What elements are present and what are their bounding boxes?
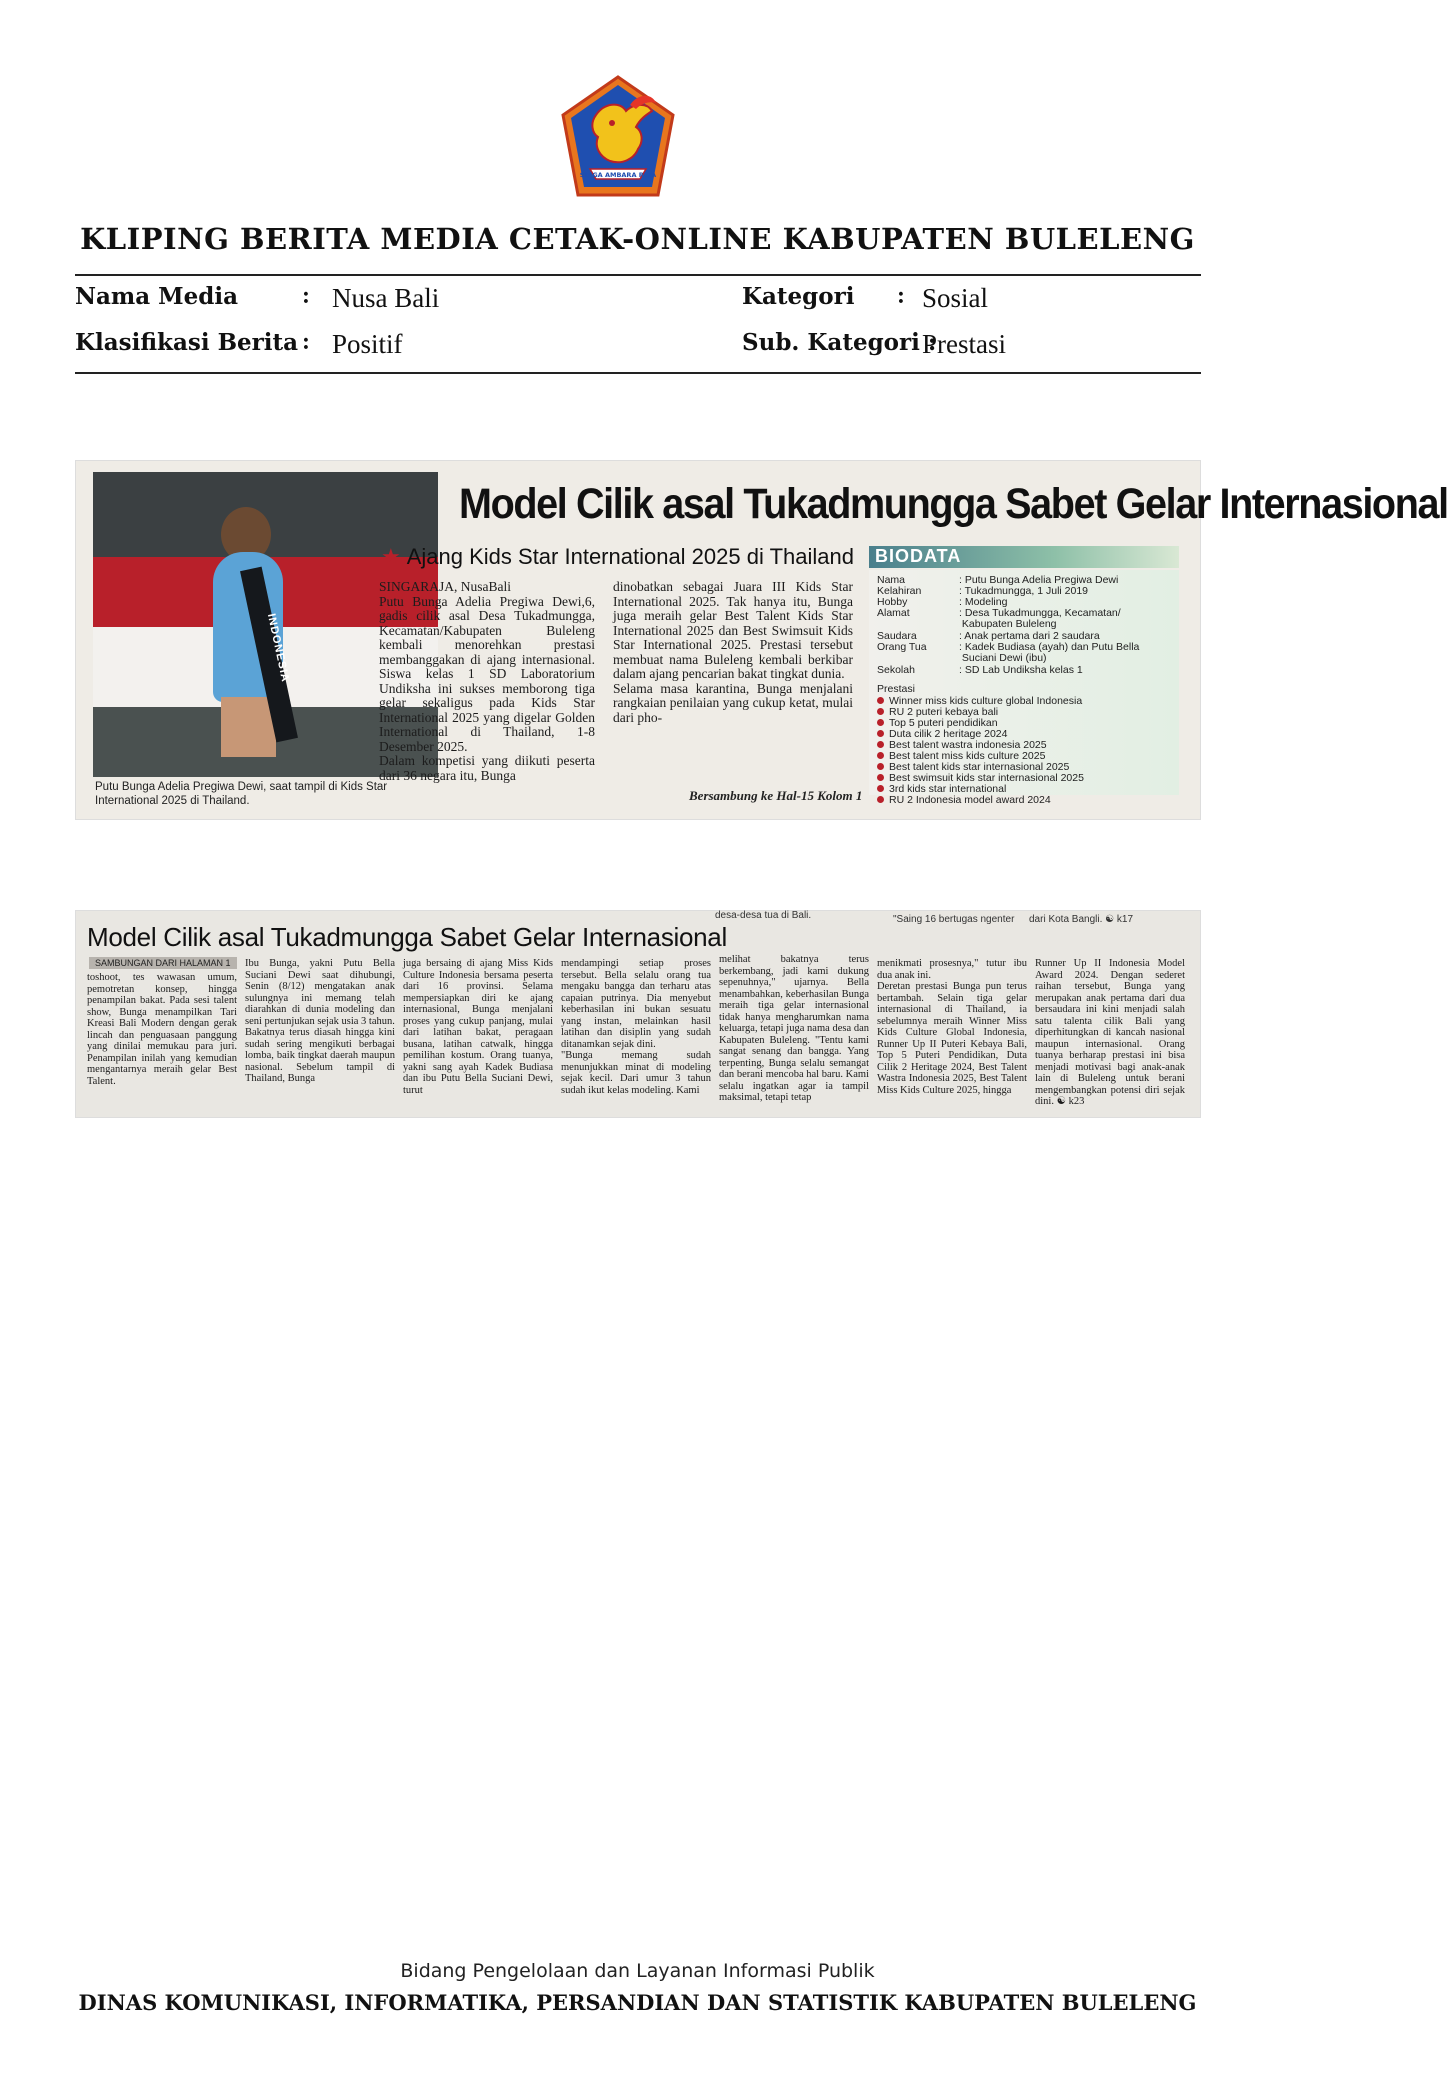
klasifikasi-value: Positif [332, 329, 403, 359]
nama-media-label: Nama Media [75, 283, 238, 310]
biodata-row: Suciani Dewi (ibu) [959, 652, 1047, 664]
star-icon: ★ [381, 544, 401, 569]
biodata-row: Kabupaten Buleleng [959, 618, 1057, 630]
singa-ambara-raja-logo [560, 75, 676, 199]
colon: : [302, 283, 310, 309]
bullet-icon [877, 796, 884, 803]
colon: : [897, 283, 905, 309]
headline: Model Cilik asal Tukadmungga Sabet Gelar Internasional [459, 480, 1448, 528]
svg-text:SINGA AMBARA RAJA: SINGA AMBARA RAJA [579, 171, 657, 179]
biodata-row: Sekolah : SD Lab Undiksha kelas 1 [877, 664, 1083, 676]
bullet-icon [877, 774, 884, 781]
prestasi-item: Duta cilik 2 heritage 2024 [877, 728, 1008, 740]
footer-line-2: DINAS KOMUNIKASI, INFORMATIKA, PERSANDIAN DAN STATISTIK KABUPATEN BULELENG [78, 1990, 1197, 2015]
bullet-icon [877, 763, 884, 770]
prestasi-item: Best talent miss kids culture 2025 [877, 750, 1045, 762]
bullet-icon [877, 719, 884, 726]
continued-note: Bersambung ke Hal-15 Kolom 1 [689, 788, 863, 803]
continuation-column-5: melihat bakatnya terus berkembang, jadi kami dukung sepenuhnya," ujarnya. Bella menambahkan, keberhasilan Bunga meraih tiga gelar internasional tidak hanya mengharumkan nama keluarga, tetapi juga nama desa dan Kabupaten Buleleng. "Tentu kami sangat senang dan bangga. Yang terpenting, Bunga selalu semangat dan berani mencoba hal baru. Kami selalu ingatkan agar ia tampil maksimal, tetapi tetap [719, 954, 869, 1103]
subheadline [381, 544, 854, 570]
sub-kategori-label: Sub. Kategori : [742, 329, 937, 356]
biodata-title: BIODATA [875, 546, 962, 566]
biodata-row: Alamat : Desa Tukadmungga, Kecamatan/ [877, 607, 1121, 619]
prestasi-item: Best talent kids star internasional 2025 [877, 761, 1069, 773]
bullet-icon [877, 741, 884, 748]
news-clipping-front-page [75, 460, 1448, 820]
biodata-row: Nama : Putu Bunga Adelia Pregiwa Dewi [877, 574, 1119, 586]
prestasi-item: Top 5 puteri pendidikan [877, 717, 998, 729]
news-clipping-continuation [75, 910, 1201, 1118]
footer-line-1: Bidang Pengelolaan dan Layanan Informasi Publik [400, 1960, 875, 1982]
prestasi-item: RU 2 Indonesia model award 2024 [877, 794, 1051, 806]
biodata-row: Kelahiran : Tukadmungga, 1 Juli 2019 [877, 585, 1089, 597]
prestasi-item: Winner miss kids culture global Indonesia [877, 695, 1082, 707]
meta-divider [75, 372, 1201, 374]
kategori-value: Sosial [922, 283, 989, 313]
biodata-box [869, 570, 1179, 806]
subheadline-text: Ajang Kids Star International 2025 di Thailand [406, 544, 854, 569]
nama-media-value: Nusa Bali [332, 283, 440, 313]
top-note: "Saing 16 bertugas ngenter [893, 914, 1015, 925]
continuation-column-3: juga bersaing di ajang Miss Kids Culture Indonesia bersama peserta dari 16 provinsi. Selama mempersiapkan diri ke ajang internasional, Bunga menjalani proses yang cukup panjang, mulai dari latihan bakat, peragaan busana, latihan catwalk, hingga pemilihan kostum. Orang tuanya, yakni sang ayah Kadek Budiasa dan ibu Putu Bella Suciani Dewi, turut [403, 958, 553, 1096]
continuation-column-6: menikmati prosesnya," tutur ibu dua anak ini. Deretan prestasi Bunga pun terus bertambah. Selain tiga gelar internasional di Thailand, ia sebelumnya meraih Winner Miss Kids Culture Global Indonesia, Runner Up II Puteri Kebaya Bali, Top 5 Puteri Pendidikan, Duta Cilik 2 Heritage 2024, Best Talent Wastra Indonesia 2025, Best Talent Miss Kids Culture 2025, hingga [877, 958, 1027, 1096]
biodata-row: Saudara : Anak pertama dari 2 saudara [877, 630, 1100, 642]
prestasi-item: Best talent wastra indonesia 2025 [877, 739, 1047, 751]
klasifikasi-label: Klasifikasi Berita [75, 329, 299, 356]
article-column-1: SINGARAJA, NusaBali Putu Bunga Adelia Pregiwa Dewi,6, gadis cilik asal Desa Tukadmungga, Kecamatan/Kabupaten Buleleng kembali menorehkan prestasi membanggakan di ajang internasional. Siswa kelas 1 SD Laboratorium Undiksha ini sukses memborong tiga gelar sekaligus pada Kids Star International 2025 yang digelar Golden International di Thailand, 1-8 Desember 2025. Dalam kompetisi yang diikuti peserta dari 36 negara itu, Bunga [379, 579, 595, 783]
prestasi-item: Best swimsuit kids star internasional 2025 [877, 772, 1084, 784]
bullet-icon [877, 708, 884, 715]
biodata-row: Orang Tua : Kadek Budiasa (ayah) dan Putu Bella [877, 641, 1140, 653]
continuation-tag: SAMBUNGAN DARI HALAMAN 1 [89, 957, 237, 969]
top-note: desa-desa tua di Bali. [715, 910, 812, 921]
top-note: dari Kota Bangli. ☯ k17 [1029, 914, 1134, 925]
bullet-icon [877, 752, 884, 759]
biodata-header [869, 546, 1179, 568]
prestasi-item: RU 2 puteri kebaya bali [877, 706, 998, 718]
continuation-column-2: Ibu Bunga, yakni Putu Bella Suciani Dewi saat dihubungi, Senin (8/12) mengatakan anak sulungnya ini memang telah diarahkan di dunia modeling dan seni pertunjukan sejak usia 3 tahun. Bakatnya terus diasah hingga kini sudah sering mengikuti berbagai lomba, baik tingkat daerah maupun nasional. Sebelum tampil di Thailand, Bunga [245, 958, 395, 1084]
bullet-icon [877, 785, 884, 792]
bullet-icon [877, 730, 884, 737]
document-title: KLIPING BERITA MEDIA CETAK-ONLINE KABUPATEN BULELENG [80, 222, 1195, 256]
prestasi-item: 3rd kids star international [877, 783, 1006, 795]
continuation-column-4: mendampingi setiap proses tersebut. Bella selalu orang tua mengaku bangga dan terharu atas capaian putrinya. Dia menyebut keberhasilan ini bukan sesuatu yang instan, melainkan hasil latihan dan disiplin yang sudah ditanamkan sejak dini. "Bunga memang sudah menunjukkan minat di modeling sejak kecil. Dari umur 3 tahun sudah ikut kelas modeling. Kami [561, 958, 711, 1096]
sub-kategori-value: Prestasi [922, 329, 1006, 359]
article-column-2: dinobatkan sebagai Juara III Kids Star International 2025. Tak hanya itu, Bunga juga meraih gelar Best Talent Kids Star International 2025 dan Best Swimsuit Kids Star International 2025. Prestasi tersebut membuat nama Buleleng kembali berkibar dalam ajang pencarian bakat tingkat dunia. Selama masa karantina, Bunga menjalani rangkaian penilaian yang cukup ketat, mulai dari pho- [613, 579, 853, 725]
colon: : [302, 329, 310, 355]
prestasi-label: Prestasi [877, 683, 915, 695]
biodata-row: Hobby : Modeling [877, 596, 1008, 608]
sash-text: INDONESIA [264, 612, 292, 684]
kategori-label: Kategori [742, 283, 855, 310]
continuation-headline: Model Cilik asal Tukadmungga Sabet Gelar Internasional [87, 922, 727, 952]
continuation-column-1: toshoot, tes wawasan umum, pemotretan konsep, hingga penampilan bakat. Pada sesi talent show, Bunga menampilkan Tari Kreasi Bali Modern dengan gerak lincah dan penguasaan panggung yang dinilai memukau para juri. Penampilan inilah yang kemudian mengantarnya meraih gelar Best Talent. [87, 972, 237, 1087]
title-divider [75, 274, 1201, 276]
continuation-column-7: Runner Up II Indonesia Model Award 2024. Dengan sederet raihan tersebut, Bunga yang merupakan anak pertama dari dua bersaudara ini kini menjadi salah satu talenta cilik Bali yang diperhitungkan di kancah nasional maupun internasional. Orang tuanya berharap prestasi ini bisa menjadi motivasi bagi anak-anak lain di Buleleng untuk berani mengembangkan potensi diri sejak dini. ☯ k23 [1035, 958, 1185, 1107]
photo-caption: Putu Bunga Adelia Pregiwa Dewi, saat tampil di Kids Star International 2025 di Thailand. [95, 781, 388, 807]
bullet-icon [877, 697, 884, 704]
